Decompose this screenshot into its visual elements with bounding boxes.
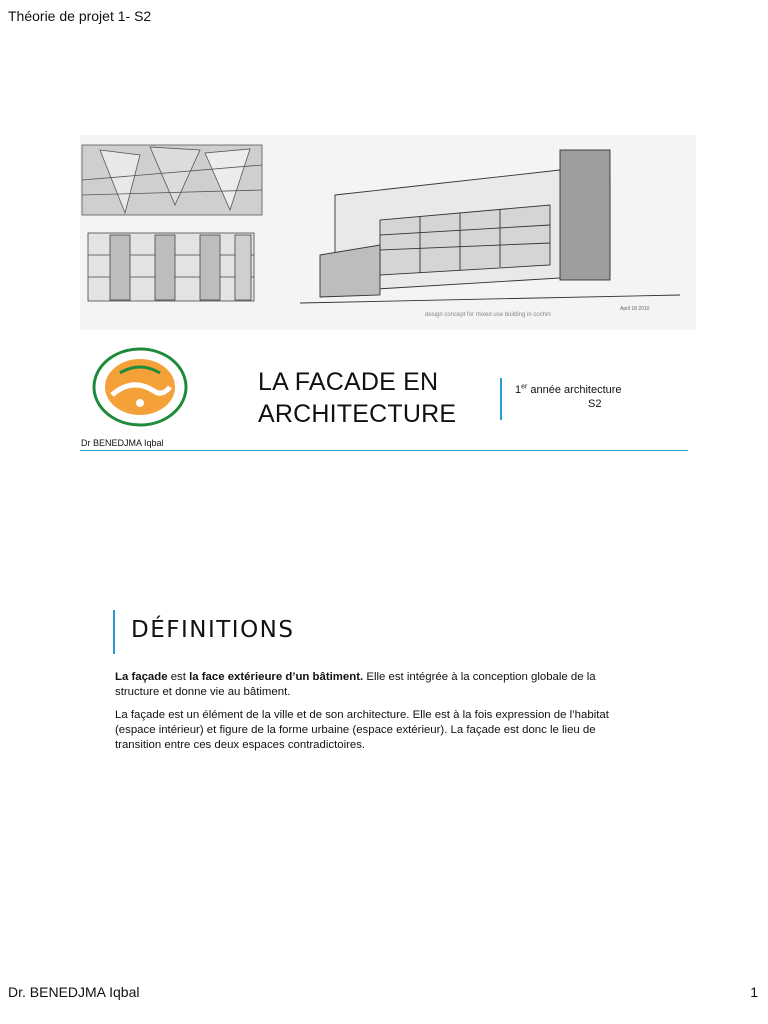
page-number: 1 — [750, 984, 758, 1000]
title-line-1: LA FACADE EN — [258, 368, 439, 396]
elevation-drawing — [88, 233, 254, 301]
title-line-2: ARCHITECTURE — [258, 400, 457, 428]
university-logo-icon — [92, 347, 188, 427]
definition-paragraph-2: La façade est un élément de la ville et de son architecture. Elle est à la fois expression de l’habitat (espace intérieur) et figure de la forme urbaine (espace extérieur). La façade est donc le lieu de transition entre ces deux espaces contradictoires. — [115, 709, 609, 751]
sketch-signature: April 18 2010 — [620, 306, 650, 312]
slide-divider-line — [80, 450, 688, 451]
slide-author: Dr BENEDJMA Iqbal — [81, 438, 164, 448]
definition-paragraph-1 — [115, 670, 625, 700]
term-facade: La façade — [115, 671, 168, 683]
p1-text-2: Elle est intégrée à la conception globale de la structure et donne vie au bâtiment. — [115, 671, 596, 698]
year-ordinal: er — [521, 383, 528, 391]
accent-divider — [500, 378, 502, 420]
definition-emphasis: la face extérieure d’un bâtiment. — [189, 671, 364, 683]
document-header: Théorie de projet 1- S2 — [8, 8, 152, 24]
course-year — [515, 383, 622, 398]
year-label: année architecture — [527, 384, 622, 396]
semester-label: S2 — [588, 398, 602, 410]
section-title: DÉFINITIONS — [131, 617, 295, 643]
p1-text-1: est — [167, 671, 190, 683]
footer-author: Dr. BENEDJMA Iqbal — [8, 984, 140, 1000]
facade-pattern-drawing — [82, 145, 262, 215]
presentation-title — [258, 366, 456, 430]
section-accent-bar — [113, 610, 115, 654]
sketch-caption: design concept for mixed use building in cochin — [425, 312, 551, 318]
year-number: 1 — [515, 384, 522, 396]
architecture-sketch-image — [80, 135, 696, 330]
